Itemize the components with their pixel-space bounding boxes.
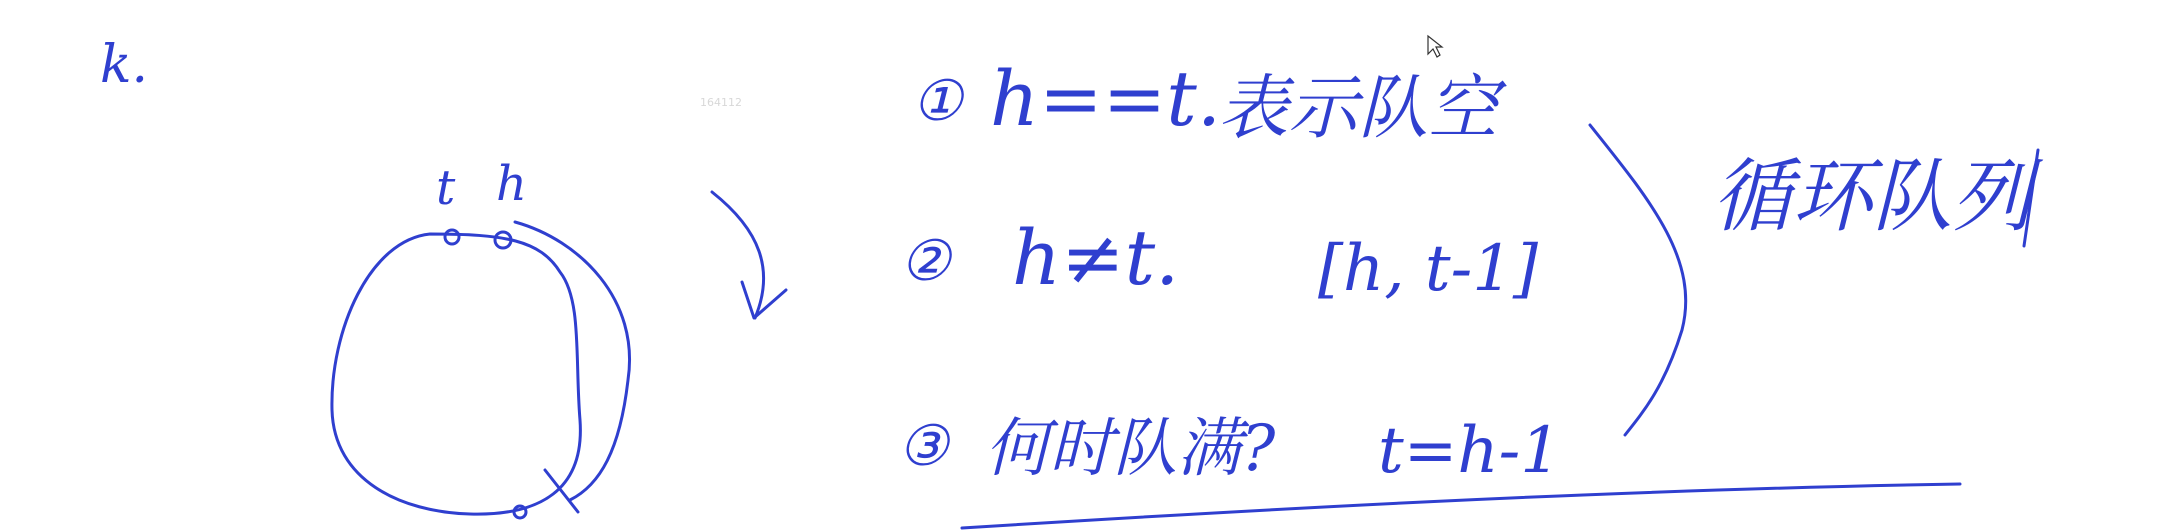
t-label: t	[436, 160, 456, 216]
note-2-interval: [h, t-1]	[1318, 232, 1538, 306]
note-2-number: ②	[900, 229, 951, 294]
cursor-icon	[1428, 36, 1442, 57]
note-3-condition: t=h-1	[1378, 414, 1561, 488]
note-3	[898, 412, 1561, 488]
bottom-marker	[514, 506, 526, 518]
note-1	[912, 54, 1507, 149]
queue-ring	[332, 234, 580, 514]
grouping-brace	[1590, 125, 1686, 435]
note-1-number: ①	[912, 69, 963, 134]
note-3-question: 何时队满?	[985, 412, 1276, 486]
note-1-expression: h==t.	[990, 54, 1222, 143]
note-2	[900, 213, 1539, 306]
circular-queue-diagram	[332, 156, 630, 518]
note-1-meaning: 表示队空	[1218, 67, 1498, 149]
note-2-expression: h≠t.	[1012, 213, 1180, 302]
underline	[962, 484, 1960, 528]
t-marker	[445, 230, 459, 244]
note-3-number: ③	[898, 414, 949, 479]
summary-label: 循环队列	[1712, 150, 2032, 243]
watermark: 164112	[700, 96, 742, 109]
curved-arrow	[712, 192, 786, 318]
arc-end-tick	[545, 470, 578, 512]
corner-mark: k.	[100, 35, 149, 95]
outer-arc	[515, 222, 630, 500]
h-label: h	[496, 156, 527, 212]
